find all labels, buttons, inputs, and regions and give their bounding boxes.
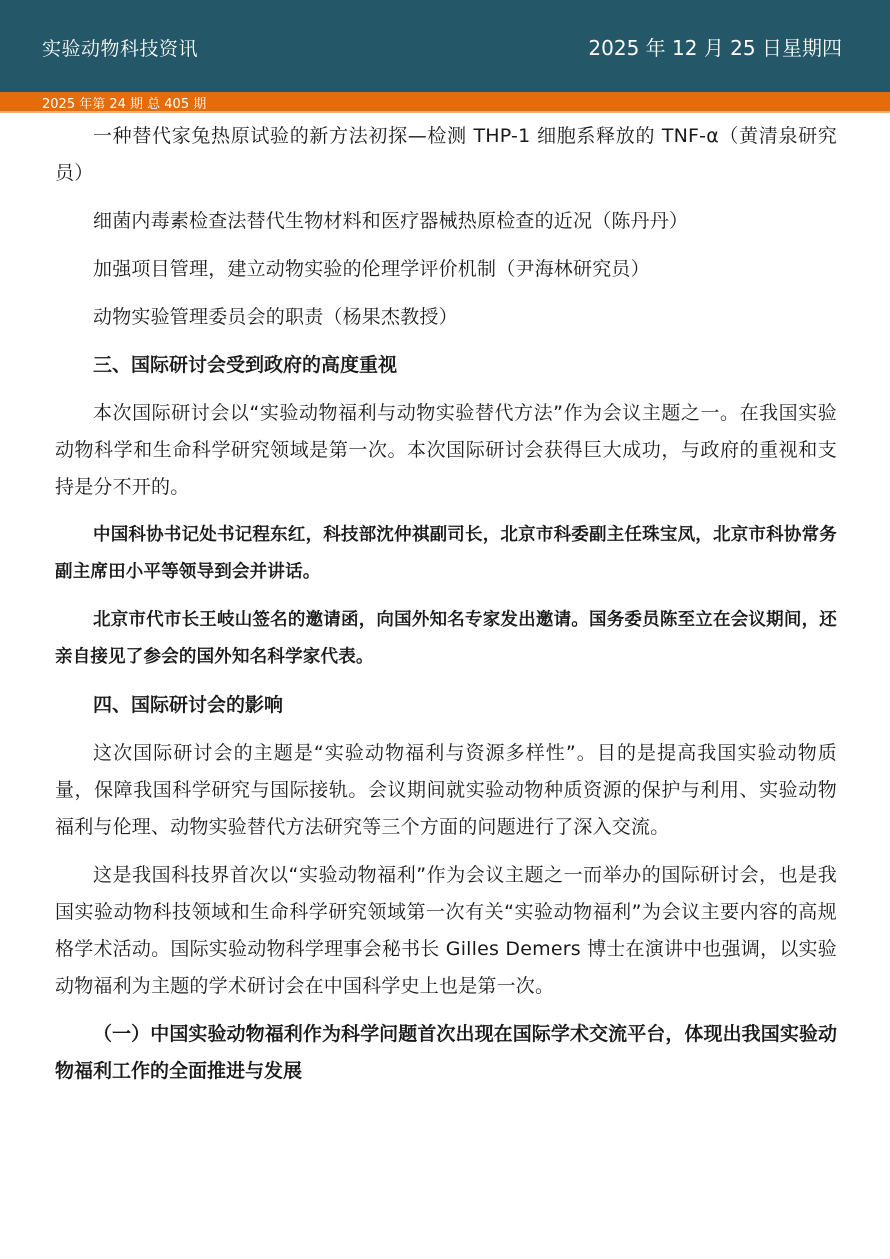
publication-date: 2025 年 12 月 25 日星期四 bbox=[588, 36, 842, 60]
publication-title: 实验动物科技资讯 bbox=[42, 38, 199, 60]
list-item: 加强项目管理，建立动物实验的伦理学评价机制（尹海林研究员） bbox=[93, 258, 650, 280]
article-body bbox=[55, 118, 837, 1090]
list-item: 动物实验管理委员会的职责（杨果杰教授） bbox=[93, 306, 458, 328]
paragraph: 这次国际研讨会的主题是“实验动物福利与资源多样性”。目的是提高我国实验动物质量，保障我国科学研究与国际接轨。会议期间就实验动物种质资源的保护与利用、实验动物福利与伦理、动物实验替代方法研究等三个方面的问题进行了深入交流。 bbox=[55, 742, 837, 838]
section-heading: 三、国际研讨会受到政府的高度重视 bbox=[93, 354, 398, 376]
page-header bbox=[0, 0, 890, 92]
subsection-heading: （一）中国实验动物福利作为科学问题首次出现在国际学术交流平台，体现出我国实验动物福利工作的全面推进与发展 bbox=[55, 1023, 837, 1082]
list-item: 一种替代家兔热原试验的新方法初探—检测 THP-1 细胞系释放的 TNF-α（黄清泉研究员） bbox=[55, 125, 837, 184]
issue-number: 2025 年第 24 期 总 405 期 bbox=[42, 97, 207, 112]
list-item: 细菌内毒素检查法替代生物材料和医疗器械热原检查的近况（陈丹丹） bbox=[93, 210, 689, 232]
paragraph: 本次国际研讨会以“实验动物福利与动物实验替代方法”作为会议主题之一。在我国实验动物科学和生命科学研究领域是第一次。本次国际研讨会获得巨大成功，与政府的重视和支持是分不开的。 bbox=[55, 402, 837, 498]
section-heading: 四、国际研讨会的影响 bbox=[93, 694, 284, 716]
paragraph: 北京市代市长王岐山签名的邀请函，向国外知名专家发出邀请。国务委员陈至立在会议期间，还亲自接见了参会的国外知名科学家代表。 bbox=[55, 610, 837, 667]
issue-bar bbox=[0, 92, 890, 113]
paragraph: 这是我国科技界首次以“实验动物福利”作为会议主题之一而举办的国际研讨会，也是我国实验动物科技领域和生命科学研究领域第一次有关“实验动物福利”为会议主要内容的高规格学术活动。国际实验动物科学理事会秘书长 Gilles Demers 博士在演讲中也强调，以实验动物福利为主题的学术研讨会在中国科学史上也是第一次。 bbox=[55, 864, 837, 997]
paragraph: 中国科协书记处书记程东红，科技部沈仲祺副司长，北京市科委副主任珠宝凤，北京市科协常务副主席田小平等领导到会并讲话。 bbox=[55, 525, 837, 582]
